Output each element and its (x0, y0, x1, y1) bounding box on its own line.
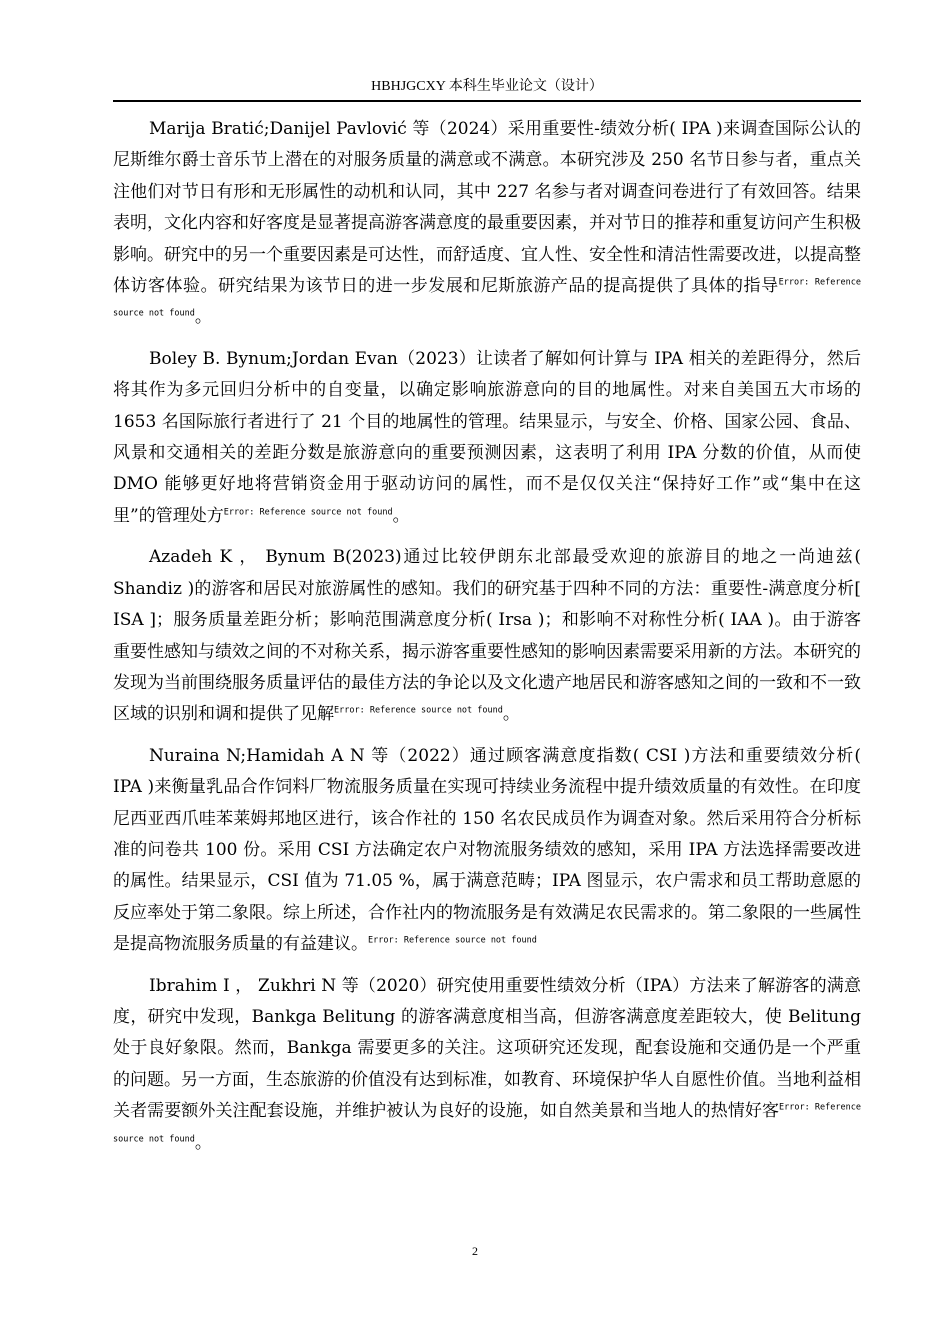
paragraph-bratic-pavlovic (113, 114, 861, 334)
paragraph-nuraina-hamidah (113, 741, 861, 961)
paragraph-end: 。 (194, 307, 212, 328)
document-body (113, 114, 861, 1169)
page-header: HBHJGCXY 本科生毕业论文（设计） (371, 79, 603, 94)
page-number: 2 (472, 1244, 478, 1258)
reference-error-note: Error: Reference source not found (113, 277, 861, 319)
paragraph-text: Nuraina N;Hamidah A N 等（2022）通过顾客满意度指数( CSI )方法和重要绩效分析( IPA )来衡量乳品合作饲料厂物流服务质量在实现可持续业务流程中提升绩效质量的有效性。在印度尼西亚西爪哇苯莱姆邦地区进行，该合作社的 150 名农民成员作为调查对象。然后采用符合分析标准的问卷共 100 份。采用 CSI 方法确定农户对物流服务绩效的感知，采用 IPA 方法选择需要改进的属性。结果显示，CSI 值为 71.05 %，属于满意范畴；IPA 图显示，农户需求和员工帮助意愿的反应率处于第二象限。综上所述，合作社内的物流服务是有效满足农民需求的。第二象限的一些属性是提高物流服务质量的有益建议。 (113, 745, 861, 955)
paragraph-end: 。 (502, 704, 520, 725)
paragraph-azadeh-bynum (113, 542, 861, 730)
paragraph-text: Azadeh K ， Bynum B(2023)通过比较伊朗东北部最受欢迎的旅游目的地之一尚迪兹( Shandiz )的游客和居民对旅游属性的感知。我们的研究基于四种不同的方法：重要性-满意度分析[ ISA ]；服务质量差距分析；影响范围满意度分析( Irsa )；和影响不对称性分析( IAA )。由于游客重要性感知与绩效之间的不对称关系，揭示游客重要性感知的影响因素需要采用新的方法。本研究的发现为当前围绕服务质量评估的最佳方法的争论以及文化遗产地居民和游客感知之间的一致和不一致区域的识别和调和提供了见解 (113, 547, 861, 725)
paragraph-boley-bynum (113, 344, 861, 532)
paragraph-ibrahim-zukhri (113, 971, 861, 1159)
reference-error-note: Error: Reference source not found (334, 705, 503, 716)
paragraph-text: Marija Bratić;Danijel Pavlović 等（2024）采用重要性-绩效分析( IPA )来调查国际公认的尼斯维尔爵士音乐节上潜在的对服务质量的满意或不满意。本研究涉及 250 名节日参与者，重点关注他们对节日有形和无形属性的动机和认同，其中 227 名参与者对调查问卷进行了有效回答。结果表明，文化内容和好客度是显著提高游客满意度的最重要因素，并对节日的推荐和重复访问产生积极影响。研究中的另一个重要因素是可达性，而舒适度、宜人性、安全性和清洁性需要改进，以提高整体访客体验。研究结果为该节日的进一步发展和尼斯旅游产品的提高提供了具体的指导 (113, 119, 861, 297)
paragraph-text: Boley B. Bynum;Jordan Evan（2023）让读者了解如何计算与 IPA 相关的差距得分，然后将其作为多元回归分析中的自变量，以确定影响旅游意向的目的地属性。对来自美国五大市场的 1653 名国际旅行者进行了 21 个目的地属性的管理。结果显示，与安全、价格、国家公园、食品、风景和交通相关的差距分数是旅游意向的重要预测因素，这表明了利用 IPA 分数的价值，从而使 DMO 能够更好地将营销资金用于驱动访问的属性，而不是仅仅关注“保持好工作”或“集中在这里”的管理处方 (113, 348, 861, 526)
reference-error-note: Error: Reference source not found (223, 507, 393, 518)
paragraph-end: 。 (392, 505, 410, 526)
header-divider (113, 100, 861, 102)
paragraph-end: 。 (194, 1132, 212, 1153)
reference-error-note: Error: Reference source not found (113, 1102, 861, 1144)
reference-error-note: Error: Reference source not found (368, 935, 537, 946)
paragraph-text: Ibrahim I ， Zukhri N 等（2020）研究使用重要性绩效分析（IPA）方法来了解游客的满意度，研究中发现，Bankga Belitung 的游客满意度相当高，但游客满意度差距较大，使 Belitung 处于良好象限。然而，Bankga 需要更多的关注。这项研究还发现，配套设施和交通仍是一个严重的问题。另一方面，生态旅游的价值没有达到标准，如教育、环境保护华人自愿性价值。当地利益相关者需要额外关注配套设施，并维护被认为良好的设施，如自然美景和当地人的热情好客 (113, 975, 861, 1122)
